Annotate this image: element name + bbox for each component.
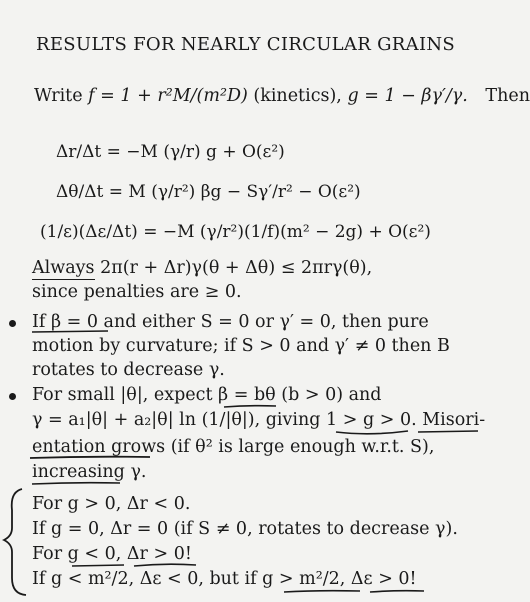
intro-write: Write <box>34 86 83 106</box>
underline-misori <box>418 431 478 432</box>
equation-dr-dt: Δr/Δt = −M (γ/r) g + O(ε²) <box>56 142 285 162</box>
bullet1-line-2: motion by curvature; if S > 0 and γ′ ≠ 0 then B <box>32 336 450 356</box>
bullet1-line-3: rotates to decrease γ. <box>32 360 225 380</box>
curly-brace <box>4 489 26 595</box>
underline-entation-grows <box>30 457 150 458</box>
underline-beta-zero <box>32 331 108 332</box>
underline-increasing <box>32 483 120 484</box>
case-line-1: For g > 0, Δr < 0. <box>32 494 191 514</box>
intro-kinetics: (kinetics), <box>253 86 342 106</box>
underline-deps-positive <box>370 591 424 592</box>
case-line-4: If g < m²/2, Δε < 0, but if g > m²/2, Δε > 0! <box>32 569 417 589</box>
bullet2-line-1: For small |θ|, expect β = bθ (b > 0) and <box>32 385 382 405</box>
bullet2-line-3: entation grows (if θ² is large enough w.r.t. S), <box>32 437 435 457</box>
always-inequality: 2π(r + Δr)γ(θ + Δθ) ≤ 2πrγ(θ), <box>100 258 373 278</box>
bullet2-line-4: increasing γ. <box>32 462 147 482</box>
since-line: since penalties are ≥ 0. <box>32 282 242 302</box>
underline-g-range <box>336 431 408 434</box>
intro-then: Then <box>485 86 530 106</box>
f-definition: f = 1 + r²M/(m²D) <box>88 86 248 106</box>
g-definition: g = 1 − βγ′/γ. <box>347 86 468 106</box>
case-line-3: For g < 0, Δr > 0! <box>32 544 192 564</box>
underline-dr-positive <box>134 564 196 566</box>
bullet1-line-1: If β = 0 and either S = 0 or γ′ = 0, then pure <box>32 312 429 332</box>
page-title: RESULTS FOR NEARLY CIRCULAR GRAINS <box>36 34 456 55</box>
equation-deps-dt: (1/ε)(Δε/Δt) = −M (γ/r²)(1/f)(m² − 2g) + O(ε²) <box>40 222 431 242</box>
bullet2-line-2: γ = a₁|θ| + a₂|θ| ln (1/|θ|), giving 1 > g > 0. Misori- <box>32 410 486 430</box>
underline-g-negative <box>72 565 124 566</box>
always-word: Always <box>32 258 95 278</box>
case-line-2: If g = 0, Δr = 0 (if S ≠ 0, rotates to decrease γ). <box>32 519 458 539</box>
underline-g-large <box>284 591 360 592</box>
equation-dtheta-dt: Δθ/Δt = M (γ/r²) βg − Sγ′/r² − O(ε²) <box>56 182 361 202</box>
underline-beta-btheta <box>224 406 276 407</box>
